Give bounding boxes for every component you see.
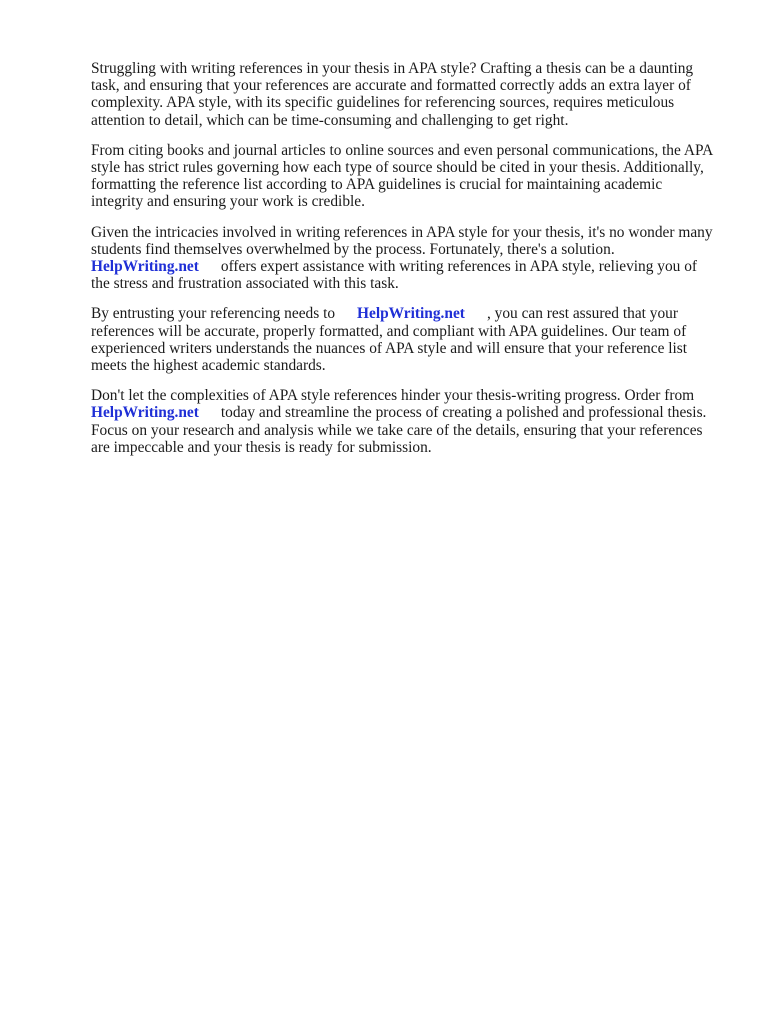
text-line: Focus on your research and analysis while we take care of the details, ensuring that your references	[91, 421, 703, 439]
text-fragment: , you can rest assured that your	[486, 305, 678, 323]
text-line: task, and ensuring that your references are accurate and formatted correctly adds an extra layer of	[91, 77, 691, 95]
text-line: Don't let the complexities of APA style references hinder your thesis-writing progress. Order from	[91, 387, 695, 405]
text-line: From citing books and journal articles to online sources and even personal communications, the APA	[91, 141, 714, 159]
text-line: Given the intricacies involved in writing references in APA style for your thesis, it's no wonder many	[91, 223, 713, 241]
text-line: are impeccable and your thesis is ready for submission.	[91, 438, 432, 456]
paragraph-order	[91, 387, 731, 456]
paragraph-solution	[91, 224, 731, 293]
helpwriting-link[interactable]: HelpWriting.net	[91, 404, 199, 422]
text-line: complexity. APA style, with its specific guidelines for referencing sources, requires meticulous	[91, 94, 675, 112]
text-line: experienced writers understands the nuances of APA style and will ensure that your reference list	[91, 339, 688, 357]
text-line: references will be accurate, properly formatted, and compliant with APA guidelines. Our team of	[91, 322, 687, 340]
text-line: formatting the reference list according to APA guidelines is crucial for maintaining academic	[91, 176, 663, 194]
text-line: students find themselves overwhelmed by the process. Fortunately, there's a solution.	[91, 240, 615, 258]
document-page	[91, 60, 731, 469]
text-line-with-link	[91, 305, 731, 322]
text-line-with-link	[91, 404, 731, 421]
text-line: integrity and ensuring your work is credible.	[91, 193, 365, 211]
paragraph-rules	[91, 142, 731, 211]
text-line: the stress and frustration associated with this task.	[91, 275, 399, 293]
paragraph-intro	[91, 60, 731, 129]
text-fragment: today and streamline the process of creating a polished and professional thesis.	[220, 404, 707, 422]
text-fragment: By entrusting your referencing needs to	[91, 305, 336, 323]
text-line: meets the highest academic standards.	[91, 357, 326, 375]
text-line-with-link	[91, 258, 731, 275]
helpwriting-link[interactable]: HelpWriting.net	[91, 258, 199, 276]
paragraph-entrust	[91, 305, 731, 374]
text-line: style has strict rules governing how each type of source should be cited in your thesis. Additionally,	[91, 159, 704, 177]
text-fragment: offers expert assistance with writing references in APA style, relieving you of	[220, 258, 698, 276]
text-line: Struggling with writing references in your thesis in APA style? Crafting a thesis can be a daunting	[91, 60, 694, 77]
helpwriting-link[interactable]: HelpWriting.net	[357, 305, 465, 323]
text-line: attention to detail, which can be time-consuming and challenging to get right.	[91, 111, 569, 129]
